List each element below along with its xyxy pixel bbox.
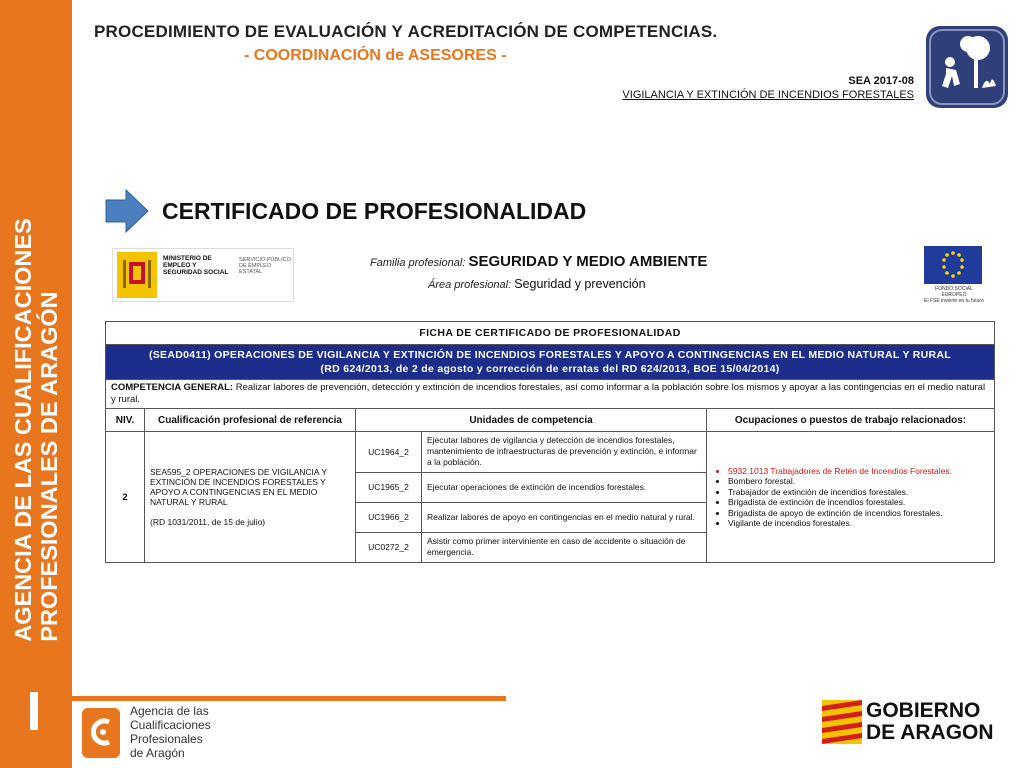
qualification-code: SEA 2017-08 (848, 75, 914, 87)
ministerio-service: SERVICIO PÚBLICO DE EMPLEO ESTATAL (239, 257, 291, 275)
ocupaciones-cell (707, 432, 995, 563)
uc-description: Asistir como primer interviniente en caso de accidente o situación de emergencia. (422, 532, 707, 562)
unidades-cell (356, 432, 707, 563)
uc-code: UC0272_2 (356, 532, 422, 562)
certificate-name-banner: (SEAD0411) OPERACIONES DE VIGILANCIA Y EXTINCIÓN DE INCENDIOS FORESTALES Y APOYO A CONTINGENCIAS EN EL MEDIO NATURAL Y RURAL (RD 624/2013, de 2 de agosto y corrección de erratas del RD 624/2013, BOE 15/04/2014) (106, 345, 995, 380)
area-label: Área profesional: (428, 279, 512, 291)
eu-fse-text: FONDO SOCIAL EUROPEO El FSE invierte en tu futuro (924, 286, 984, 304)
gobierno-aragon-logo (820, 700, 1010, 748)
sidebar-agency-name (10, 218, 62, 641)
sidebar-accent-bar (30, 692, 38, 730)
area-value: Seguridad y prevención (514, 277, 646, 291)
area-profesional (428, 277, 646, 291)
ocupacion-item: • Brigadista de apoyo de extinción de incendios forestales. (728, 508, 989, 519)
col-ocupaciones: Ocupaciones o puestos de trabajo relacionados: (707, 409, 995, 432)
uc-code: UC1965_2 (356, 472, 422, 502)
ocupacion-item: • Trabajador de extinción de incendios forestales. (728, 487, 989, 498)
uc-code: UC1966_2 (356, 502, 422, 532)
sidebar (0, 0, 72, 768)
ministerio-logo (112, 248, 294, 302)
bottom-rule (72, 696, 506, 701)
uc-code: UC1964_2 (356, 432, 422, 472)
sidebar-line-1: AGENCIA DE LAS CUALIFICACIONES (10, 218, 36, 642)
competencia-general: COMPETENCIA GENERAL: Realizar labores de prevención, detección y extinción de incendios forestales, así como informar a la población sobre los mismos y apoyar a las contingencias en el medio natural y rural. (106, 380, 995, 409)
arrow-right-icon (104, 188, 150, 239)
sidebar-line-2: PROFESIONALES DE ARAGÓN (36, 291, 62, 642)
familia-label: Familia profesional: (370, 257, 466, 269)
uc-description: Ejecutar labores de vigilancia y detección de incendios forestales, mantenimiento de infraestructuras de prevención y extinción, e informar a la población. (422, 432, 707, 472)
page-header-subtitle: - COORDINACIÓN de ASESORES - (244, 47, 507, 64)
spain-coat-of-arms-icon (117, 252, 157, 298)
page-header-title: PROCEDIMIENTO DE EVALUACIÓN Y ACREDITACIÓN DE COMPETENCIAS. (94, 22, 718, 41)
ministerio-name: MINISTERIO DE EMPLEO Y SEGURIDAD SOCIAL (163, 255, 229, 276)
col-unidades: Unidades de competencia (356, 409, 707, 432)
uc-description: Ejecutar operaciones de extinción de incendios forestales. (422, 472, 707, 502)
familia-value: SEGURIDAD Y MEDIO AMBIENTE (468, 253, 708, 270)
agency-footer-text: Agencia de las Cualificaciones Profesionales de Aragón (130, 704, 211, 760)
certificate-title: CERTIFICADO DE PROFESIONALIDAD (162, 198, 587, 224)
ocupaciones-list (712, 466, 989, 529)
agency-footer-logo (82, 702, 312, 762)
col-cualificacion: Cualificación profesional de referencia (145, 409, 356, 432)
ocupacion-item: • Vigilante de incendios forestales. (728, 518, 989, 529)
aragon-flag-icon (822, 700, 862, 744)
qualification-name: VIGILANCIA Y EXTINCIÓN DE INCENDIOS FORESTALES (622, 89, 914, 101)
eu-flag-icon (924, 246, 982, 284)
agency-logo-icon (82, 708, 120, 758)
gobierno-aragon-text: GOBIERNO DE ARAGON (866, 699, 994, 744)
cualificacion-cell: SEA595_2 OPERACIONES DE VIGILANCIA Y EXTINCIÓN DE INCENDIOS FORESTALES Y APOYO A CONTINGENCIAS EN EL MEDIO NATURAL Y RURAL (RD 1031/2011, de 15 de julio) (145, 432, 356, 563)
ocupacion-item: • Brigadista de extinción de incendios forestales. (728, 497, 989, 508)
ocupacion-item: • 5932.1013 Trabajadores de Retén de Incendios Forestales. (728, 466, 989, 477)
ocupacion-item: • Bombero forestal. (728, 476, 989, 487)
nivel-value: 2 (106, 432, 145, 563)
firefighter-logo-icon (926, 26, 1008, 108)
uc-description: Realizar labores de apoyo en contingencias en el medio natural y rural. (422, 502, 707, 532)
ficha-table (105, 321, 995, 563)
eu-fse-logo (924, 246, 984, 304)
ficha-header: FICHA DE CERTIFICADO DE PROFESIONALIDAD (106, 322, 995, 345)
familia-profesional (370, 253, 707, 270)
col-niv: NIV. (106, 409, 145, 432)
